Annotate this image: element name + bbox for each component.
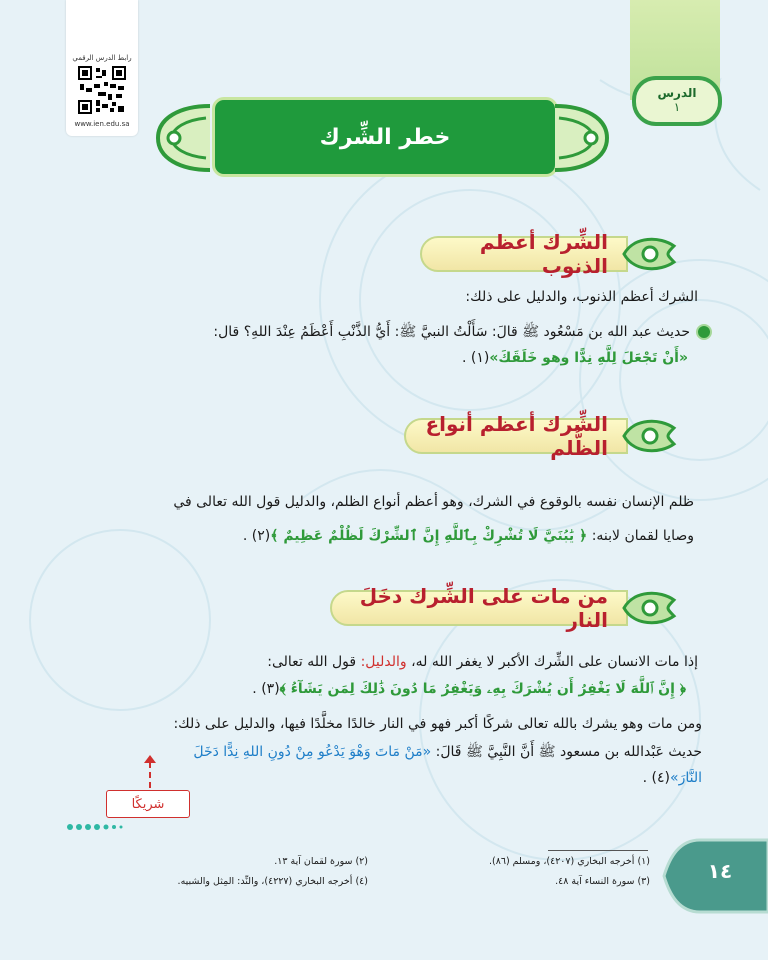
qr-label: رابط الدرس الرقمي [72,54,132,62]
footnote-ref-3: (٣) . [252,681,280,697]
annotation-note: شريكًا [106,790,190,818]
footnote-ref-2: (٢) . [242,528,271,544]
section-3-line1 [38,650,698,674]
lesson-number: ١ [673,100,681,114]
quran-verse-1: ﴿ يَٰبُنَيَّ لَا تُشْرِكْ بِٱللَّهِ إِنَّ ٱلشِّرْكَ لَظُلْمٌ عَظِيمٌ ﴾ [270,528,588,544]
section-heading-1 [420,232,680,276]
ornament-left-icon [150,96,214,180]
lesson-label: الدرس [657,86,697,100]
section-ornament-icon [620,414,680,458]
section-2-line1: ظلم الإنسان نفسه بالوقوع في الشرك، وهو أعظم أنواع الظلم، والدليل قول الله تعالى في [173,494,694,510]
ornament-right-icon [551,96,615,180]
section-3-hadith-lead: حديث عَبْدالله بن مسعود ﷺ أَنَّ النَّبِيَّ ﷺ قَالَ: [435,744,702,760]
footnote-ref-4: (٤) . [642,770,671,786]
hadith-text: حديث عبد الله بن مَسْعُود ﷺ قالَ: سَأَلْتُ النبيَّ ﷺ: أَيُّ الذَّنْبِ أَعْظَمُ عِنْدَ اللهِ؟ قال: [213,324,690,340]
dots-decoration-icon [66,822,126,832]
section-1-hadith-line2 [48,346,688,370]
section-3-line4 [32,740,702,764]
hadith-quote-2-end: النَّارَ» [670,770,702,786]
hadith-quote: «أَنْ تَجْعَلَ لِلَّهِ نِدًّا وهو خَلَقَكَ» [489,350,688,366]
section-1-hadith-line1 [52,320,712,344]
lesson-badge [632,76,722,126]
page-number: ١٤ [707,859,733,883]
section-2-line2 [54,524,694,548]
section-3-lead-end: قول الله تعالى: [267,654,357,670]
quran-verse-2: ﴿ إِنَّ ٱللَّهَ لَا يَغْفِرُ أَن يُشْرَكَ بِهِۦ وَيَغْفِرُ مَا دُونَ ذَٰلِكَ لِمَن يَشَآءُ ﴾ [279,681,686,697]
page-title: خطر الشِّرك [212,97,558,177]
section-ornament-icon [620,586,680,630]
section-ornament-icon [620,232,680,276]
bullet-icon [696,324,712,340]
section-3-lead: إذا مات الانسان على الشِّرك الأكبر لا يغفر الله له، [411,654,698,670]
footnote-1: (١) أخرجه البخاري (٤٢٠٧)، ومسلم (٨٦). [489,856,650,867]
evidence-label: والدليل: [360,654,407,670]
section-heading-2 [404,414,680,458]
title-banner [150,92,615,188]
qr-code-icon[interactable] [78,66,126,114]
section-heading-1-text: الشِّرك أعظم الذنوب [420,236,628,272]
footnote-3: (٣) سورة النساء آية ٤٨. [555,876,650,887]
section-heading-2-text: الشِّرك أعظم أنواع الظُّلم [404,418,628,454]
qr-code-card[interactable] [66,0,138,136]
section-3-quran [46,677,686,701]
annotation-arrow-line [149,762,151,788]
section-3-line3: ومن مات وهو يشرك بالله تعالى شركًا أكبر فهو في النار خالدًا مخلَّدًا فيها، والدليل على ذلك: [173,716,702,732]
section-heading-3 [330,586,680,630]
footnote-2: (٢) سورة لقمان آية ١٣. [274,856,368,867]
footnote-divider [548,850,648,851]
section-1-intro: الشرك أعظم الذنوب، والدليل على ذلك: [465,289,698,305]
section-3-line5 [32,766,702,790]
footnote-4: (٤) أخرجه البخاري (٤٢٢٧)، والنِّد: المِثل والشبيه. [177,876,368,887]
section-heading-3-text: من مات على الشِّرك دخَلَ النار [330,590,628,626]
footnote-ref-1: (١) . [461,350,490,366]
qr-url: www.ien.edu.sa [74,120,130,128]
hadith-quote-2: «مَنْ مَاتَ وَهْوَ يَدْعُو مِنْ دُونِ اللهِ نِدًّا دَخَلَ [193,744,432,760]
section-2-lead: وصايا لقمان لابنه: [591,528,694,544]
